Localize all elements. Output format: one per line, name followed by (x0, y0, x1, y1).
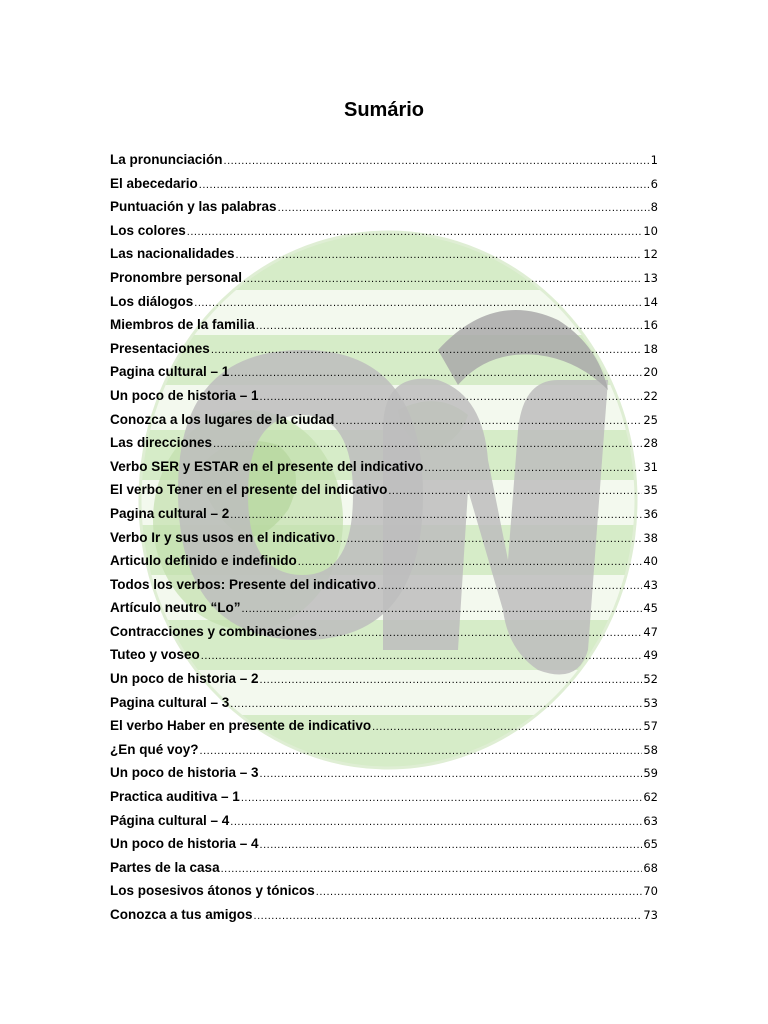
toc-entry (110, 763, 658, 787)
toc-entry-page-number: 14 (643, 294, 658, 309)
toc-entry-page-number: 8 (650, 200, 658, 215)
toc-dot-leader (241, 788, 643, 808)
toc-dot-leader (388, 481, 642, 501)
toc-entry-page-number: 49 (643, 648, 658, 663)
toc-entry-page-number: 68 (643, 860, 658, 875)
toc-entry (110, 905, 658, 929)
toc-dot-leader (377, 576, 642, 596)
toc-dot-leader (243, 269, 642, 289)
toc-entry (110, 669, 658, 693)
toc-dot-leader (201, 646, 643, 666)
toc-entry-page-number: 12 (643, 247, 658, 262)
toc-entry (110, 174, 658, 198)
toc-entry-label: Puntuación y las palabras (110, 199, 277, 215)
toc-entry-page-number: 10 (643, 223, 658, 238)
toc-entry-page-number: 22 (643, 388, 658, 403)
toc-entry-page-number: 38 (643, 530, 658, 545)
toc-entry-page-number: 13 (643, 270, 658, 285)
toc-entry-label: ¿En qué voy? (110, 741, 199, 757)
toc-entry-label: Los colores (110, 222, 186, 238)
toc-dot-leader (372, 717, 642, 737)
toc-dot-leader (260, 835, 643, 855)
toc-entry (110, 716, 658, 740)
toc-entry-label: La pronunciación (110, 152, 223, 167)
toc-entry-page-number: 52 (643, 672, 658, 687)
toc-entry-label: Partes de la casa (110, 859, 220, 875)
toc-entry (110, 622, 658, 646)
toc-dot-leader (318, 623, 642, 643)
toc-entry (110, 881, 658, 905)
toc-dot-leader (424, 458, 642, 478)
toc-dot-leader (221, 859, 643, 879)
toc-dot-leader (256, 316, 643, 336)
toc-entry (110, 551, 658, 575)
toc-dot-leader (278, 198, 650, 218)
toc-dot-leader (336, 529, 642, 549)
toc-dot-leader (260, 764, 643, 784)
toc-entry-page-number: 57 (643, 719, 658, 734)
toc-entry-label: Miembros de la familia (110, 317, 255, 333)
toc-entry-label: Conozca a los lugares de la ciudad (110, 411, 335, 427)
toc-dot-leader (242, 599, 643, 619)
toc-entry (110, 787, 658, 811)
toc-entry-page-number: 1 (650, 153, 658, 167)
toc-entry-label: Página cultural – 4 (110, 812, 230, 828)
toc-dot-leader (230, 363, 642, 383)
toc-entry-page-number: 58 (643, 742, 658, 757)
toc-dot-leader (213, 434, 642, 454)
toc-entry-label: Artículo neutro “Lo” (110, 600, 241, 616)
toc-entry-page-number: 20 (643, 365, 658, 380)
toc-dot-leader (298, 552, 643, 572)
toc-entry (110, 433, 658, 457)
toc-entry-label: Presentaciones (110, 340, 210, 356)
toc-entry (110, 834, 658, 858)
toc-entry-page-number: 53 (643, 695, 658, 710)
toc-entry-label: Pagina cultural – 3 (110, 694, 230, 710)
toc-entry-label: Verbo Ir y sus usos en el indicativo (110, 529, 336, 545)
toc-dot-leader (194, 293, 642, 313)
toc-entry-label: El verbo Tener en el presente del indicativo (110, 482, 388, 498)
toc-entry (110, 339, 658, 363)
toc-entry-page-number: 28 (643, 436, 658, 451)
toc-entry (110, 292, 658, 316)
toc-entry (110, 268, 658, 292)
toc-entry-label: Articulo definido e indefinido (110, 553, 297, 569)
toc-entry-label: Un poco de historia – 1 (110, 387, 259, 403)
toc-entry (110, 457, 658, 481)
toc-entry-page-number: 65 (643, 837, 658, 852)
toc-entry-page-number: 59 (643, 766, 658, 781)
toc-entry-label: Un poco de historia – 3 (110, 765, 259, 781)
toc-dot-leader (230, 505, 642, 525)
toc-entry-page-number: 73 (643, 908, 658, 922)
toc-entry (110, 197, 658, 221)
toc-entry-page-number: 45 (643, 601, 658, 616)
toc-entry-label: Las direcciones (110, 435, 213, 451)
toc-entry-page-number: 35 (643, 483, 658, 498)
toc-dot-leader (224, 151, 650, 171)
toc-dot-leader (260, 387, 643, 407)
toc-dot-leader (236, 245, 643, 265)
toc-entry-label: El abecedario (110, 175, 198, 191)
toc-entry-label: Un poco de historia – 4 (110, 836, 259, 852)
toc-entry (110, 244, 658, 268)
table-of-contents (110, 150, 658, 929)
toc-entry (110, 362, 658, 386)
toc-entry-label: Un poco de historia – 2 (110, 671, 259, 687)
toc-entry-page-number: 70 (643, 884, 658, 899)
toc-entry-page-number: 43 (643, 577, 658, 592)
toc-entry-label: Pronombre personal (110, 269, 243, 285)
toc-dot-leader (200, 741, 643, 761)
toc-entry-label: Los diálogos (110, 293, 194, 309)
toc-entry (110, 410, 658, 434)
toc-dot-leader (199, 175, 650, 195)
toc-entry-page-number: 36 (643, 506, 658, 521)
toc-entry (110, 504, 658, 528)
toc-entry-page-number: 63 (643, 813, 658, 828)
toc-entry-label: Pagina cultural – 1 (110, 364, 230, 380)
toc-entry (110, 386, 658, 410)
toc-entry (110, 740, 658, 764)
toc-dot-leader (260, 670, 643, 690)
toc-dot-leader (230, 812, 642, 832)
toc-entry-page-number: 62 (643, 790, 658, 805)
toc-entry (110, 575, 658, 599)
toc-dot-leader (254, 906, 643, 926)
toc-entry-page-number: 6 (650, 176, 658, 191)
toc-entry-label: Conozca a tus amigos (110, 907, 253, 922)
page-title: Sumário (343, 99, 425, 121)
toc-dot-leader (187, 222, 643, 242)
toc-entry (110, 150, 658, 174)
toc-dot-leader (335, 411, 642, 431)
toc-entry (110, 693, 658, 717)
toc-entry-page-number: 25 (643, 412, 658, 427)
toc-entry-label: Todos los verbos: Presente del indicativo (110, 576, 377, 592)
toc-entry-label: Pagina cultural – 2 (110, 505, 230, 521)
toc-dot-leader (316, 882, 643, 902)
toc-entry (110, 480, 658, 504)
toc-entry-page-number: 18 (643, 341, 658, 356)
toc-entry-label: Contracciones y combinaciones (110, 623, 318, 639)
toc-entry (110, 645, 658, 669)
toc-dot-leader (211, 340, 643, 360)
toc-dot-leader (230, 694, 642, 714)
toc-entry-page-number: 16 (643, 318, 658, 333)
toc-entry-label: El verbo Haber en presente de indicativo (110, 718, 372, 734)
toc-entry-page-number: 40 (643, 554, 658, 569)
toc-entry-label: Practica auditiva – 1 (110, 789, 240, 805)
toc-entry (110, 811, 658, 835)
toc-entry-page-number: 31 (643, 459, 658, 474)
toc-entry-page-number: 47 (643, 624, 658, 639)
toc-entry-label: Las nacionalidades (110, 246, 235, 262)
toc-entry (110, 528, 658, 552)
toc-entry-label: Tuteo y voseo (110, 647, 200, 663)
toc-entry (110, 315, 658, 339)
toc-entry (110, 221, 658, 245)
toc-entry (110, 598, 658, 622)
toc-entry-label: Los posesivos átonos y tónicos (110, 883, 315, 899)
toc-entry (110, 858, 658, 882)
toc-entry-label: Verbo SER y ESTAR en el presente del indicativo (110, 458, 424, 474)
